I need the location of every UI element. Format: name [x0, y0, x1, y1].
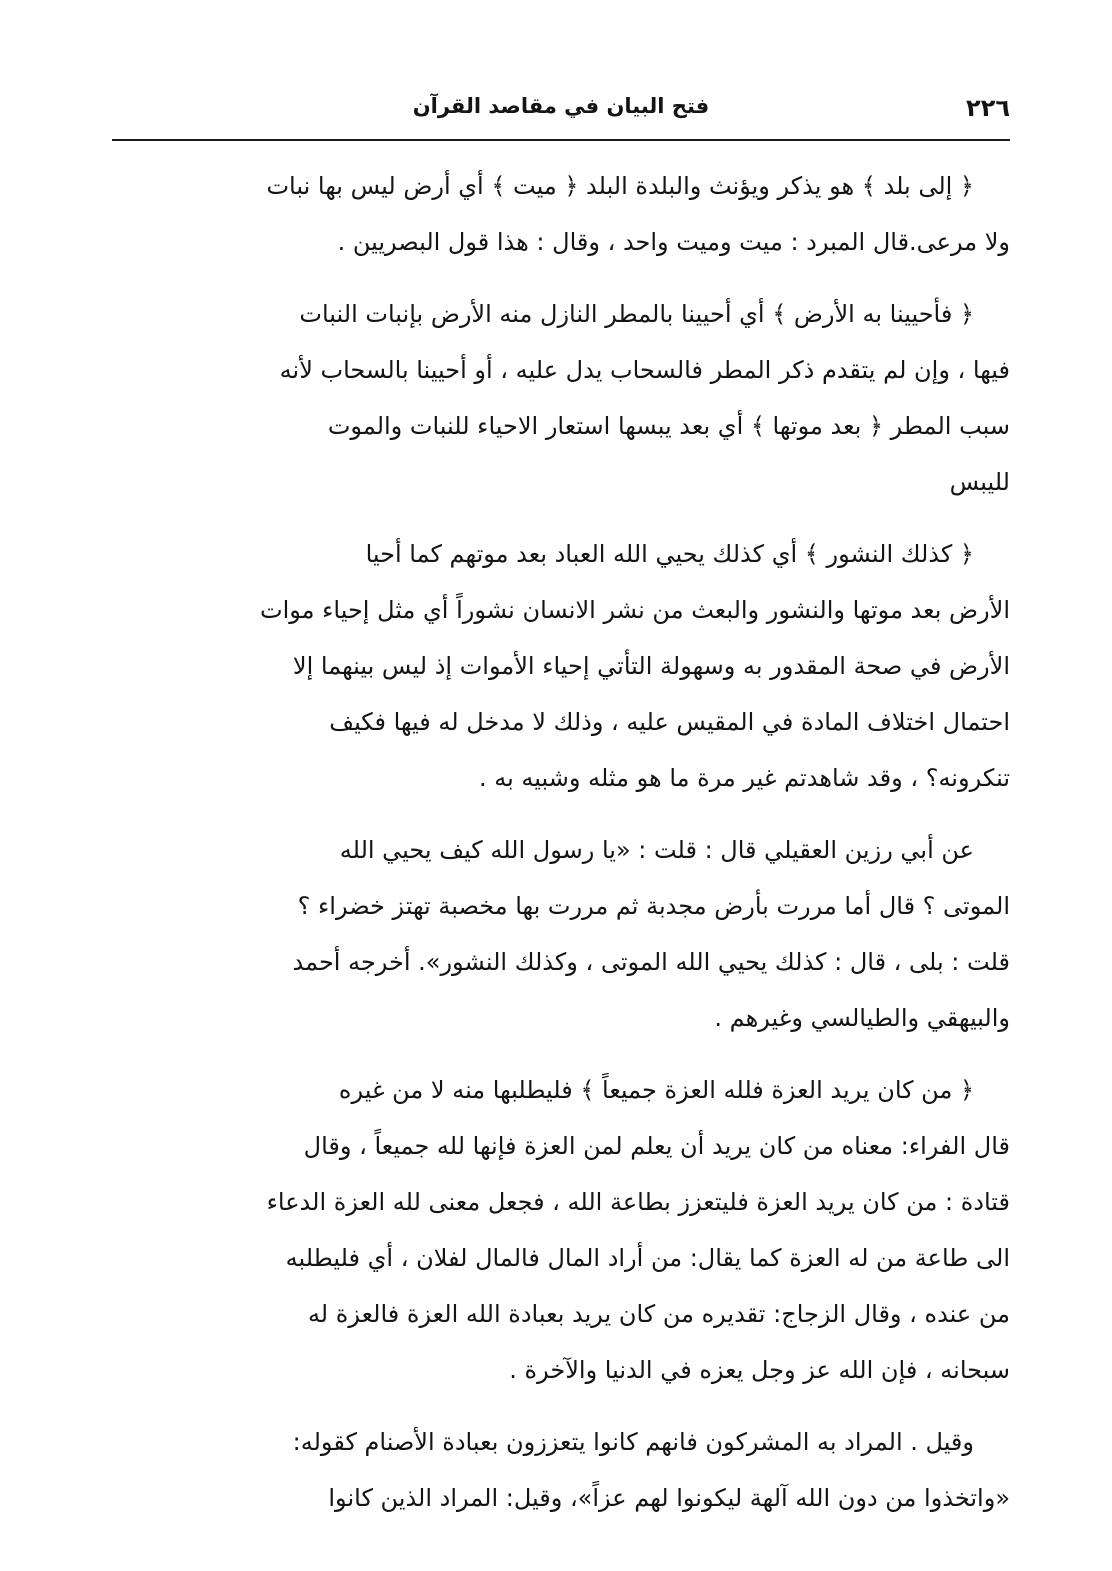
- page-header: [112, 92, 1010, 142]
- page-number: ٢٢٦: [966, 94, 1010, 122]
- body-text: [112, 158, 1010, 1526]
- header-divider: [112, 139, 1010, 141]
- running-title: فتح البيان في مقاصد القرآن: [412, 94, 710, 118]
- paragraph-2: ﴿ فأحيينا به الأرض ﴾ أي أحيينا بالمطر النازل منه الأرض بإنبات النبات فيها ، وإن لم يتقدم ذكر المطر فالسحاب يدل عليه ، أو أحيينا بالسحاب لأنه سبب المطر ﴿ بعد موتها ﴾ أي بعد يبسها استعار الاحياء للنبات والموت لليبس: [279, 300, 1010, 496]
- paragraph-5: ﴿ من كان يريد العزة فلله العزة جميعاً ﴾ فليطلبها منه لا من غيره قال الفراء: معناه من كان يريد أن يعلم لمن العزة فإنها لله جميعاً ، وقال قتادة : من كان يريد العزة فليتعزز بطاعة الله ، فجعل معنى لله العزة الدعاء الى طاعة من له العزة كما يقال: من أراد المال فالمال لفلان ، أي فليطلبه من عنده ، وقال الزجاج: تقديره من كان يريد بعبادة الله العزة فالعزة له سبحانه ، فإن الله عز وجل يعزه في الدنيا والآخرة .: [266, 1076, 1010, 1384]
- paragraph-6: وقيل . المراد به المشركون فانهم كانوا يتعززون بعبادة الأصنام كقوله: «واتخذوا من دون الله آلهة ليكونوا لهم عزاً»، وقيل: المراد الذين كانوا: [292, 1428, 1010, 1512]
- paragraph-3: ﴿ كذلك النشور ﴾ أي كذلك يحيي الله العباد بعد موتهم كما أحيا الأرض بعد موتها والنشور والبعث من نشر الانسان نشوراً أي مثل إحياء موات الأرض في صحة المقدور به وسهولة التأتي إحياء الأموات إذ ليس بينهما إلا احتمال اختلاف المادة في المقيس عليه ، وذلك لا مدخل له فيها فكيف تنكرونه؟ ، وقد شاهدتم غير مرة ما هو مثله وشبيه به .: [259, 540, 1010, 792]
- paragraph-4: عن أبي رزين العقيلي قال : قلت : «يا رسول الله كيف يحيي الله الموتى ؟ قال أما مررت بأرض مجدبة ثم مررت بها مخصبة تهتز خضراء ؟ قلت : بلى ، قال : كذلك يحيي الله الموتى ، وكذلك النشور». أخرجه أحمد والبيهقي والطيالسي وغيرهم .: [292, 836, 1010, 1032]
- paragraph-1: ﴿ إلى بلد ﴾ هو يذكر ويؤنث والبلدة البلد ﴿ ميت ﴾ أي أرض ليس بها نبات ولا مرعى.قال المبرد : ميت وميت واحد ، وقال : هذا قول البصريين .: [266, 172, 1010, 256]
